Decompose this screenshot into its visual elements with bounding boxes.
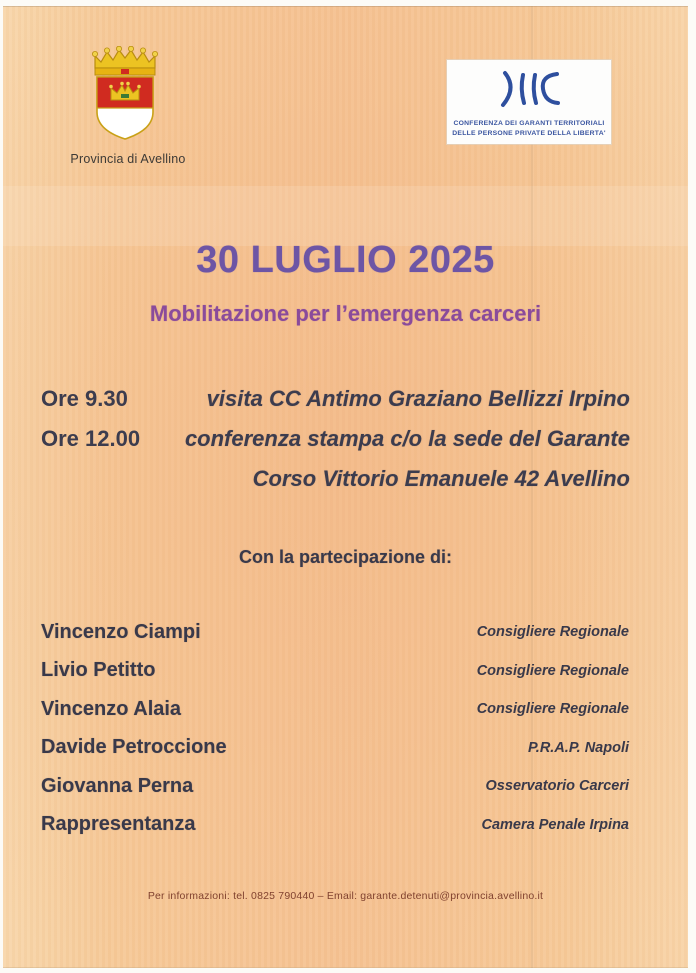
scanned-flyer-page xyxy=(3,6,688,968)
participant-name: Davide Petroccione xyxy=(41,736,227,759)
participant-row xyxy=(41,806,629,845)
participant-role: Consigliere Regionale xyxy=(476,662,629,679)
schedule-row xyxy=(41,466,630,506)
participant-role: Consigliere Regionale xyxy=(476,624,629,641)
schedule-time: Ore 9.30 xyxy=(41,386,128,411)
participant-role: Consigliere Regionale xyxy=(476,701,629,718)
schedule-row xyxy=(41,426,630,466)
garanti-logo-line1: CONFERENZA DEI GARANTI TERRITORIALI xyxy=(453,120,605,128)
participants-list xyxy=(41,613,629,844)
participant-row xyxy=(41,652,629,691)
schedule-event: conferenza stampa c/o la sede del Garante xyxy=(184,426,630,451)
provincia-caption: Provincia di Avellino xyxy=(70,152,186,166)
participant-name: Giovanna Perna xyxy=(41,774,194,797)
provincia-avellino-crest-icon xyxy=(81,46,169,146)
garanti-logo-card xyxy=(447,60,611,144)
garanti-logo-line2: DELLE PERSONE PRIVATE DELLA LIBERTA' xyxy=(452,130,606,138)
participant-name: Vincenzo Ciampi xyxy=(41,620,201,643)
event-date-title: 30 LUGLIO 2025 xyxy=(196,239,495,281)
participation-heading: Con la partecipazione di: xyxy=(238,547,453,567)
participant-row xyxy=(41,767,629,806)
participant-name: Rappresentanza xyxy=(41,813,196,836)
schedule-section xyxy=(41,386,630,506)
participant-role: P.R.A.P. Napoli xyxy=(528,739,629,756)
schedule-event: Corso Vittorio Emanuele 42 Avellino xyxy=(252,466,630,491)
participant-row xyxy=(41,729,629,768)
garanti-logo-icon xyxy=(493,68,565,110)
schedule-time: Ore 12.00 xyxy=(41,426,141,451)
garanti-logo-text xyxy=(452,119,605,139)
participant-name: Livio Petitto xyxy=(41,659,156,682)
schedule-row xyxy=(41,386,630,426)
participant-row xyxy=(41,690,629,729)
scan-band-artifact xyxy=(3,186,688,246)
footer-contact-info: Per informazioni: tel. 0825 790440 – Email: garante.detenuti@provincia.avellino.it xyxy=(147,890,544,902)
schedule-event: visita CC Antimo Graziano Bellizzi Irpino xyxy=(206,386,630,411)
participant-row xyxy=(41,613,629,652)
participant-role: Camera Penale Irpina xyxy=(481,816,629,833)
participant-name: Vincenzo Alaia xyxy=(41,697,182,720)
participant-role: Osservatorio Carceri xyxy=(485,778,629,795)
event-subtitle: Mobilitazione per l’emergenza carceri xyxy=(149,301,542,326)
